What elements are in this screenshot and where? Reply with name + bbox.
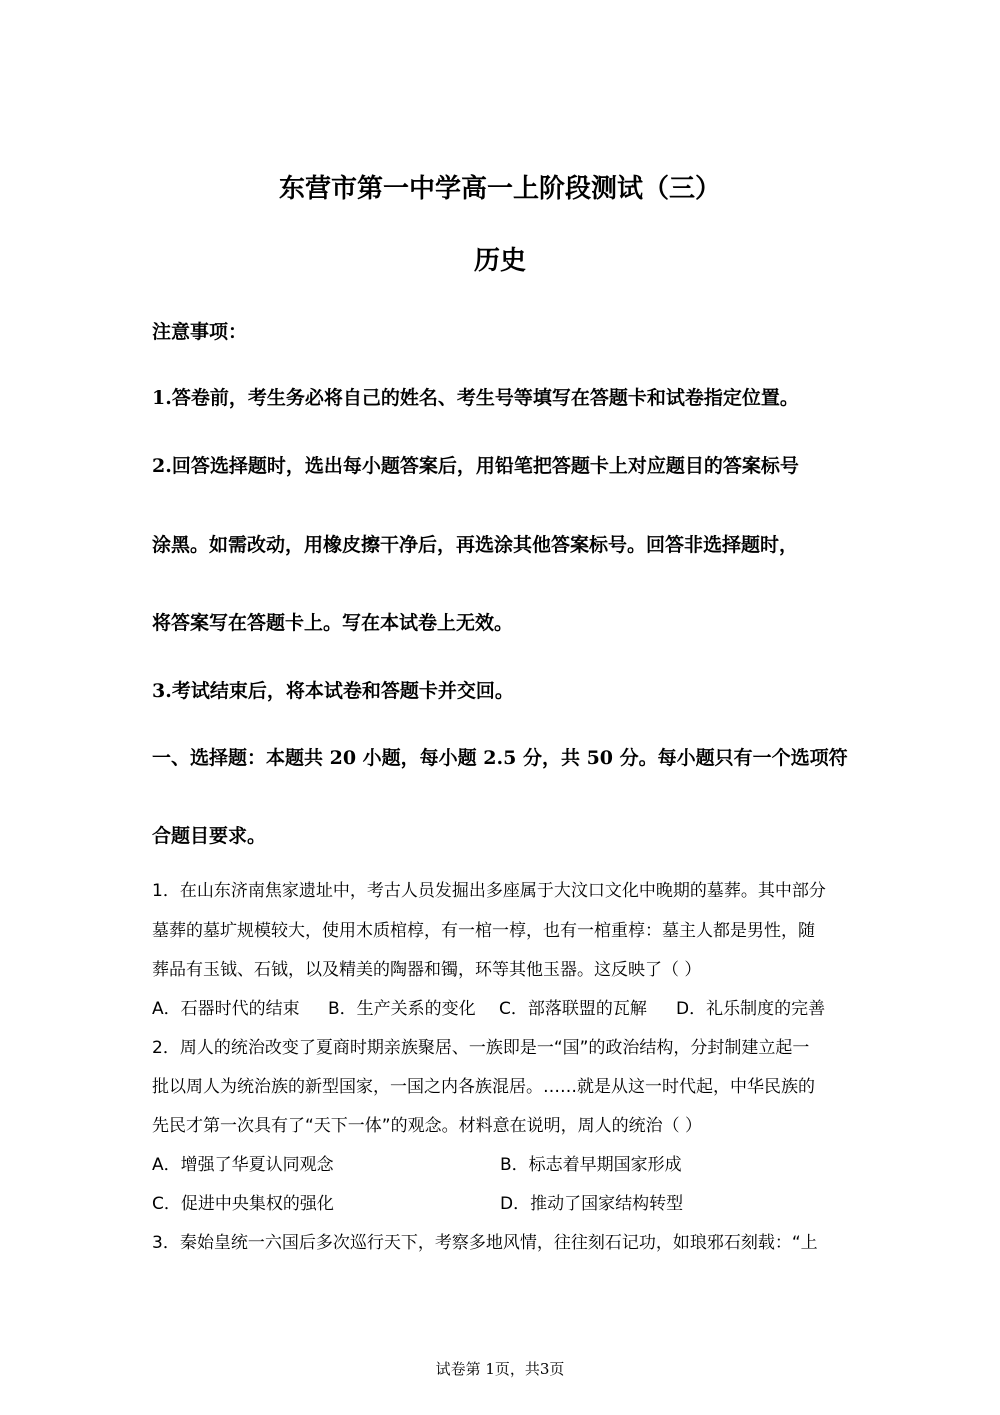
question-1-text: 墓葬的墓圹规模较大，使用木质棺椁，有一棺一椁，也有一棺重椁：墓主人都是男性，随 (152, 921, 815, 941)
question-3-text: 3．秦始皇统一六国后多次巡行天下，考察多地风情，往往刻石记功，如琅邪石刻载：“上 (152, 1233, 818, 1253)
note-line: 1.答卷前，考生务必将自己的姓名、考生号等填写在答题卡和试卷指定位置。 (152, 387, 799, 409)
notes-heading: 注意事项： (152, 321, 248, 343)
question-1-text: 1．在山东济南焦家遗址中，考古人员发掘出多座属于大汶口文化中晚期的墓葬。其中部分 (152, 881, 826, 901)
question-1-text: 葬品有玉钺、石钺，以及精美的陶器和镯，环等其他玉器。这反映了（ ） (152, 960, 702, 980)
note-line: 涂黑。如需改动，用橡皮擦干净后，再选涂其他答案标号。回答非选择题时， (152, 534, 799, 556)
question-2-text: 先民才第一次具有了“天下一体”的观念。材料意在说明，周人的统治（ ） (152, 1116, 703, 1136)
subject-title: 历史 (473, 246, 526, 276)
question-2-option-c: C．促进中央集权的强化 (152, 1194, 334, 1214)
page-footer: 试卷第 1页，共3页 (435, 1360, 565, 1378)
note-line: 2.回答选择题时，选出每小题答案后，用铅笔把答题卡上对应题目的答案标号 (152, 455, 799, 477)
note-line: 将答案写在答题卡上。写在本试卷上无效。 (152, 612, 514, 634)
question-1-option-d: D．礼乐制度的完善 (676, 999, 826, 1019)
section-heading: 合题目要求。 (152, 825, 267, 847)
question-2-text: 批以周人为统治族的新型国家，一国之内各族混居。……就是从这一时代起，中华民族的 (152, 1077, 815, 1097)
note-line: 3.考试结束后，将本试卷和答题卡并交回。 (152, 680, 514, 702)
question-2-option-b: B．标志着早期国家形成 (500, 1155, 682, 1175)
question-2-option-d: D．推动了国家结构转型 (500, 1194, 684, 1214)
exam-title: 东营市第一中学高一上阶段测试（三） (278, 174, 721, 204)
question-1-option-a: A．石器时代的结束 (152, 999, 300, 1019)
question-1-option-c: C．部落联盟的瓦解 (499, 999, 647, 1019)
question-2-text: 2．周人的统治改变了夏商时期亲族聚居、一族即是一“国”的政治结构，分封制建立起一 (152, 1038, 810, 1058)
question-2-option-a: A．增强了华夏认同观念 (152, 1155, 334, 1175)
question-1-option-b: B．生产关系的变化 (328, 999, 476, 1019)
section-heading: 一、选择题：本题共 20 小题，每小题 2.5 分，共 50 分。每小题只有一个选项符 (152, 747, 848, 769)
